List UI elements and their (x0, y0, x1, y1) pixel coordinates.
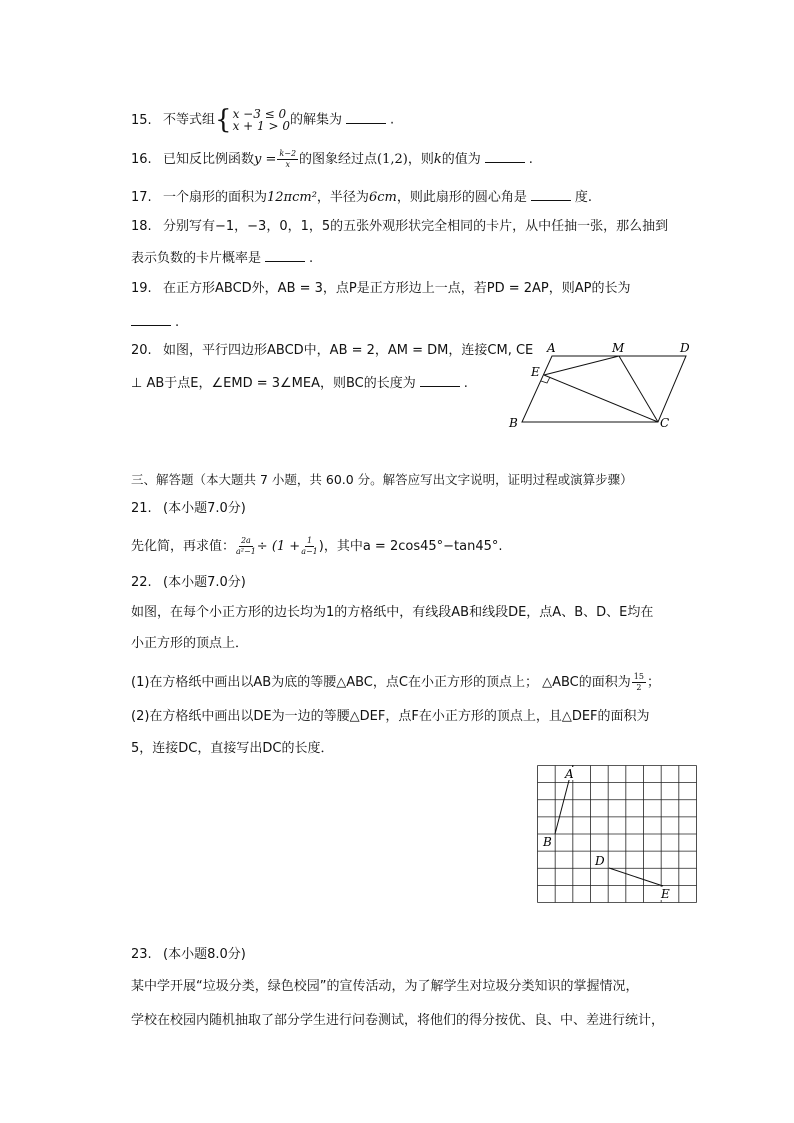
segment-ce (544, 375, 658, 422)
question-22-part1: (1)在方格纸中画出以AB为底的等腰△ABC，点C在小正方形的顶点上； △ABC的面积为 $\frac{15}{2}$ ； (131, 672, 660, 692)
question-17: 17. 一个扇形的面积为12πcm²，半径为6cm，则此扇形的圆心角是 度. (131, 186, 592, 208)
question-21: 先化简，再求值： $\frac{2a}{\text{a²−1}}$ ÷ (1 + $\frac{1}{a-1}$ )，其中a = 2cos45°−tan45°. (131, 536, 503, 556)
grid-lines (538, 766, 697, 903)
label-b: B (509, 416, 518, 430)
question-22-line2: 小正方形的顶点上． (131, 636, 249, 651)
answer-blank (531, 186, 571, 201)
fraction: $\frac{2a}{\text{a²−1}}$ (236, 536, 256, 556)
question-18-cont: 表示负数的卡片概率是 . (131, 247, 313, 269)
label-e: E (531, 365, 540, 379)
question-21-header: 21. (本小题7.0分) (131, 501, 246, 516)
segment-de (609, 868, 663, 886)
fraction: $\frac{k-2}{x}$ (279, 149, 297, 169)
inequality-system: { x −3 ≤ 0 x + 1 > 0 (215, 105, 290, 135)
question-22-line1: 如图，在每个小正方形的边长均为1的方格纸中，有线段AB和线段DE，点A、B、D、E均在 (131, 605, 654, 620)
label-d: D (595, 854, 605, 868)
answer-blank (485, 148, 525, 163)
question-18: 18. 分别写有−1，−3，0，1，5的五张外观形状完全相同的卡片，从中任抽一张，那么抽到 (131, 219, 669, 234)
label-e: E (661, 887, 670, 901)
label-b: B (543, 835, 552, 849)
question-22-part2-cont: 5，连接DC，直接写出DC的长度． (131, 741, 334, 756)
answer-blank (420, 372, 460, 387)
answer-blank (265, 247, 305, 262)
answer-blank (346, 109, 386, 124)
question-19: 19. 在正方形ABCD外，AB = 3，点P是正方形边上一点，若PD = 2AP，则AP的长为 (131, 281, 631, 296)
question-15: 15. 不等式组 { x −3 ≤ 0 x + 1 > 0 的解集为 . (131, 105, 395, 135)
question-23-header: 23. (本小题8.0分) (131, 947, 246, 962)
parallelogram-figure (500, 338, 700, 434)
label-d: D (680, 341, 690, 355)
grid-figure (537, 765, 697, 903)
label-c: C (660, 416, 670, 430)
question-19-cont: . (131, 311, 179, 333)
parallelogram-abcd (522, 356, 686, 422)
section-3-header: 三、解答题（本大题共 7 小题，共 60.0 分。解答应写出文字说明，证明过程或演算步骤） (131, 472, 633, 487)
fraction: $\frac{1}{a-1}$ (301, 536, 318, 556)
question-22-part2: (2)在方格纸中画出以DE为一边的等腰△DEF，点F在小正方形的顶点上，且△DEF的面积为 (131, 709, 650, 724)
fraction: $\frac{15}{2}$ (633, 672, 644, 692)
label-m: M (612, 341, 625, 355)
segment-em (544, 356, 619, 375)
label-a: A (547, 341, 556, 355)
question-22-header: 22. (本小题7.0分) (131, 575, 246, 590)
question-number: 15. (131, 112, 152, 128)
question-23-line1: 某中学开展“垃圾分类，绿色校园”的宣传活动，为了解学生对垃圾分类知识的掌握情况， (131, 979, 639, 994)
question-16: 16. 已知反比例函数y = $\frac{k-2}{x}$ 的图象经过点(1,2)，则k的值为 . (131, 149, 533, 169)
answer-blank (131, 311, 171, 326)
question-20: 20. 如图，平行四边形ABCD中，AB = 2，AM = DM，连接CM, CE (131, 343, 534, 358)
question-20-cont: ⊥ AB于点E，∠EMD = 3∠MEA，则BC的长度为 . (131, 372, 468, 394)
label-a: A (565, 767, 574, 781)
segment-cm (619, 356, 658, 422)
question-23-line2: 学校在校园内随机抽取了部分学生进行问卷测试，将他们的得分按优、良、中、差进行统计， (131, 1013, 665, 1028)
